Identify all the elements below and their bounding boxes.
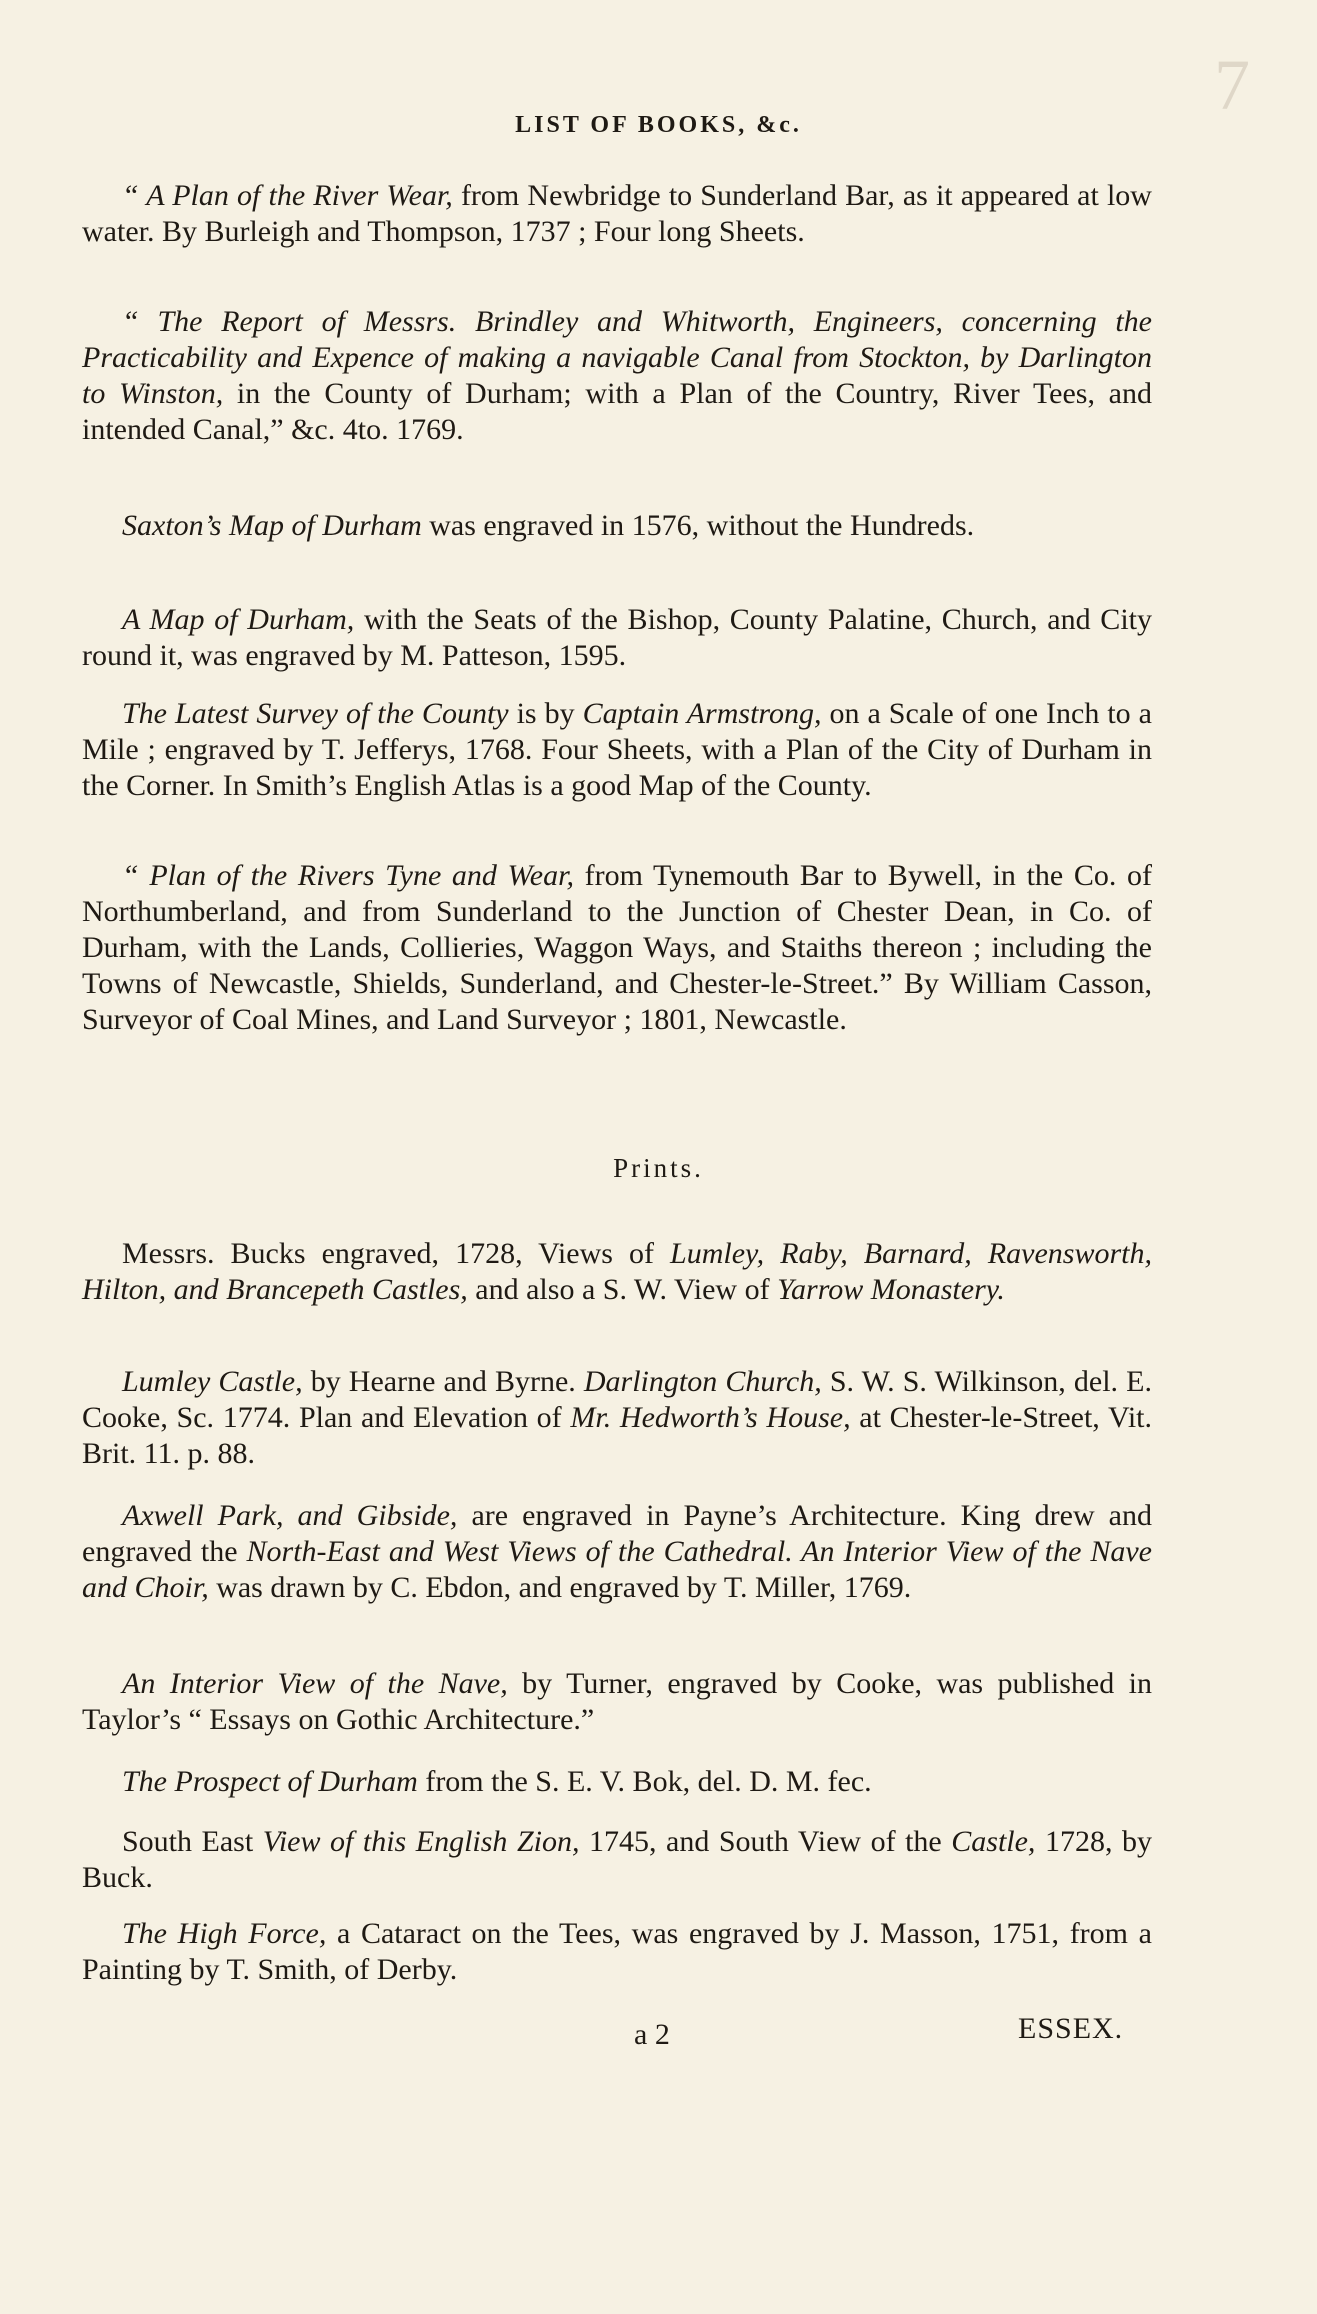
print-title-2: Castle,: [951, 1825, 1036, 1858]
print-text: and also a S. W. View of: [467, 1273, 778, 1306]
print-text-2: S. W. S. Wilkinson, del. E. Cooke, Sc. 1774. Plan and Elevation of: [82, 1365, 1152, 1434]
page-number-mark: 7: [1214, 45, 1250, 125]
running-header: LIST OF BOOKS, &c.: [515, 112, 802, 138]
entry-plan-river-wear: [82, 178, 1152, 250]
print-interior-nave: [82, 1666, 1152, 1738]
entry-map-durham: [82, 602, 1152, 674]
print-title: An Interior View of the Nave,: [122, 1667, 508, 1700]
prints-heading: Prints.: [613, 1153, 704, 1183]
print-lumley-castle: [82, 1364, 1152, 1472]
print-bucks-views: [82, 1236, 1152, 1308]
print-title: Lumley Castle,: [122, 1365, 303, 1398]
entry-title: “ The Report of Messrs. Brindley and Whitworth, Engineers, concerning the Practicability and Expence of making a navigable Canal from Stockton, by Darlington to Winston,: [82, 305, 1152, 410]
print-lead: Messrs. Bucks engraved, 1728, Views of: [122, 1237, 671, 1270]
print-text: by Turner, engraved by Cooke, was published in Taylor’s “ Essays on Gothic Architecture.”: [82, 1667, 1152, 1736]
entry-title: The Latest Survey of the County: [122, 697, 509, 730]
print-title: The High Force,: [122, 1917, 327, 1950]
print-text: by Hearne and Byrne.: [302, 1365, 584, 1398]
entry-report-brindley: [82, 304, 1152, 448]
print-high-force: [82, 1916, 1152, 1988]
print-prospect-durham: [82, 1764, 1152, 1800]
print-text-2: 1728, by Buck.: [82, 1825, 1152, 1894]
entry-plan-tyne-wear: [82, 858, 1152, 1038]
print-south-east-view: [82, 1824, 1152, 1896]
entry-text: from Tynemouth Bar to Bywell, in the Co. of Northumberland, and from Sunderland to the Junction of Chester Dean, in Co. of Durham, with the Lands, Collieries, Waggon Ways, and Staiths thereon ; including the Towns of Newcastle, Shields, Sunderland, and Chester-le-Street.” By William Casson, Surveyor of Coal Mines, and Land Surveyor ; 1801, Newcastle.: [82, 859, 1152, 1036]
print-text-2: was drawn by C. Ebdon, and engraved by T. Miller, 1769.: [208, 1571, 912, 1604]
entry-saxton-map: [82, 508, 1152, 544]
entry-text: from Newbridge to Sunderland Bar, as it appeared at low water. By Burleigh and Thompson, 1737 ; Four long Sheets.: [82, 179, 1152, 248]
entry-text: with the Seats of the Bishop, County Palatine, Church, and City round it, was engraved by M. Patteson, 1595.: [82, 603, 1152, 672]
print-title: View of this English Zion,: [262, 1825, 580, 1858]
entry-title: A Map of Durham,: [122, 603, 355, 636]
print-text-3: at Chester-le-Street, Vit. Brit. 11. p. 88.: [82, 1401, 1152, 1470]
entry-latest-survey: [82, 696, 1152, 804]
print-text: from the S. E. V. Bok, del. D. M. fec.: [417, 1765, 872, 1798]
print-lead: South East: [122, 1825, 263, 1858]
print-axwell-park: [82, 1498, 1152, 1606]
entry-text: is by: [508, 697, 583, 730]
print-title-2: Darlington Church,: [583, 1365, 822, 1398]
entry-title-2: Captain Armstrong,: [582, 697, 822, 730]
print-text: 1745, and South View of the: [579, 1825, 952, 1858]
print-title: Lumley, Raby, Barnard, Ravensworth, Hilton, and Brancepeth Castles,: [82, 1237, 1153, 1306]
print-title: Axwell Park, and Gibside,: [122, 1499, 458, 1532]
entry-title: “ Plan of the Rivers Tyne and Wear,: [122, 859, 574, 892]
print-title: The Prospect of Durham: [122, 1765, 418, 1798]
print-text: are engraved in Payne’s Architecture. King drew and engraved the: [82, 1499, 1152, 1568]
entry-text: in the County of Durham; with a Plan of the Country, River Tees, and intended Canal,” &c. 4to. 1769.: [82, 377, 1152, 446]
entry-title: Saxton’s Map of Durham: [122, 509, 422, 542]
catchword: ESSEX.: [1018, 2012, 1124, 2045]
print-title-3: Mr. Hedworth’s House,: [570, 1401, 851, 1434]
signature-mark: a 2: [634, 2018, 670, 2051]
print-title-2: Yarrow Monastery.: [777, 1273, 1005, 1306]
entry-title: “ A Plan of the River Wear,: [122, 179, 453, 212]
print-text: a Cataract on the Tees, was engraved by J. Masson, 1751, from a Painting by T. Smith, of Derby.: [82, 1917, 1152, 1986]
entry-text-2: on a Scale of one Inch to a Mile ; engraved by T. Jefferys, 1768. Four Sheets, with a Plan of the City of Durham in the Corner. In Smith’s English Atlas is a good Map of the County.: [82, 697, 1152, 802]
entry-text: was engraved in 1576, without the Hundreds.: [421, 509, 975, 542]
print-title-2: North-East and West Views of the Cathedral. An Interior View of the Nave and Choir,: [82, 1535, 1152, 1604]
